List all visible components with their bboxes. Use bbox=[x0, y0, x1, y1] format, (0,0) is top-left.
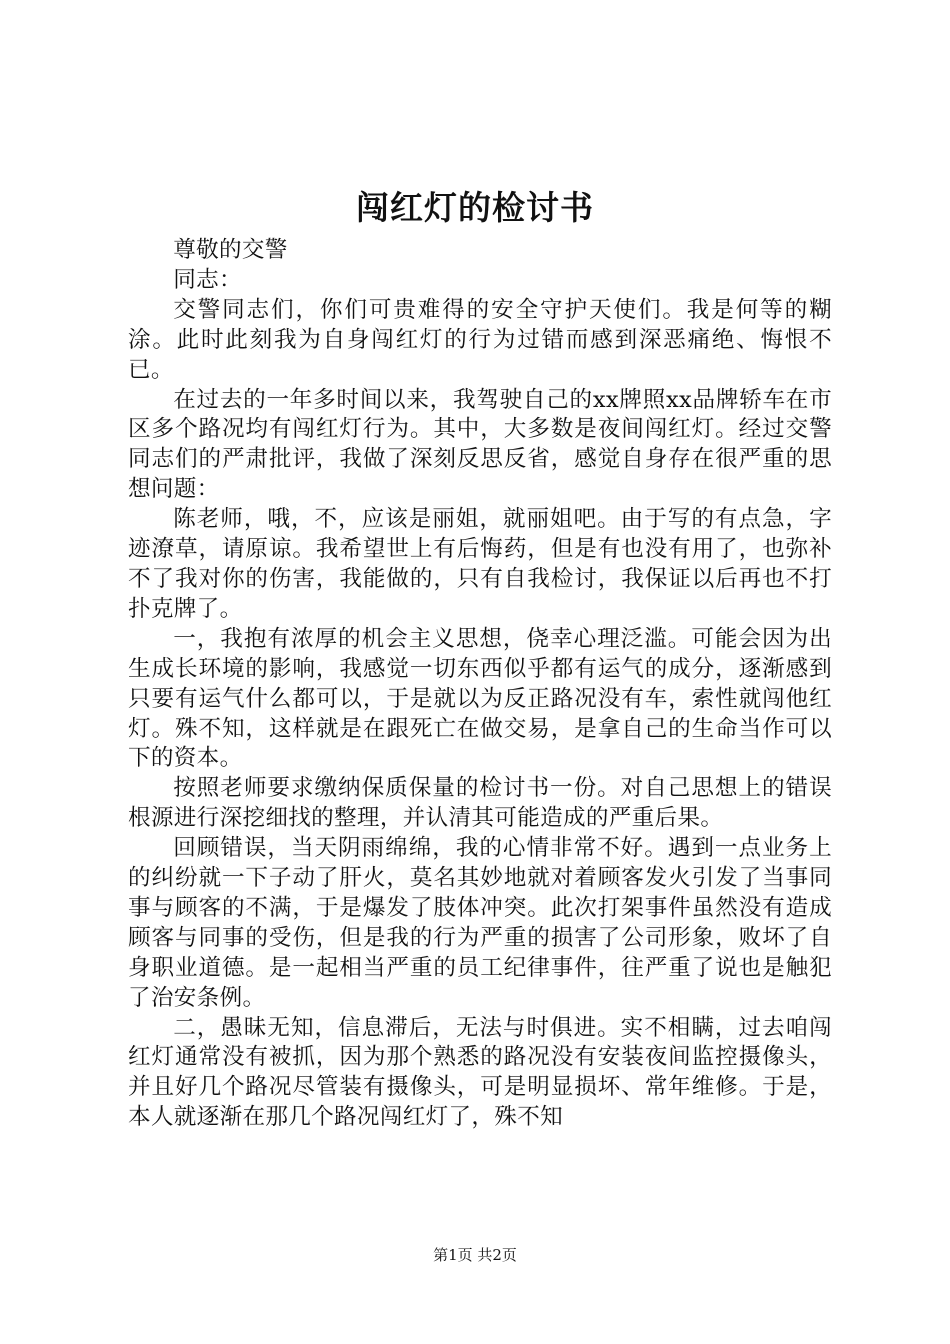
salutation-line-2: 同志： bbox=[173, 266, 242, 293]
paragraph: 回顾错误，当天阴雨绵绵，我的心情非常不好。遇到一点业务上的纠纷就一下子动了肝火，莫名其妙地就对着顾客发火引发了当事同事与顾客的不满，于是爆发了肢体冲突。此次打架事件虽然没有造成顾客与同事的受伤，但是我的行为严重的损害了公司形象，败坏了自身职业道德。是一起相当严重的员工纪律事件，往严重了说也是触犯了治安条例。 bbox=[128, 835, 832, 1011]
document-title: 闯红灯的检讨书 bbox=[356, 188, 594, 227]
document-body bbox=[128, 236, 832, 1133]
paragraph: 陈老师，哦，不，应该是丽姐，就丽姐吧。由于写的有点急，字迹潦草，请原谅。我希望世上有后悔药，但是有也没有用了，也弥补不了我对你的伤害，我能做的，只有自我检讨，我保证以后再也不打扑克牌了。 bbox=[128, 506, 832, 622]
page-number-footer: 第1页 共2页 bbox=[433, 1246, 517, 1264]
paragraph: 一，我抱有浓厚的机会主义思想，侥幸心理泛滥。可能会因为出生成长环境的影响，我感觉一切东西似乎都有运气的成分，逐渐感到只要有运气什么都可以，于是就以为反正路况没有车，索性就闯他红灯。殊不知，这样就是在跟死亡在做交易，是拿自己的生命当作可以下的资本。 bbox=[128, 625, 832, 772]
salutation-line-1: 尊敬的交警 bbox=[173, 237, 288, 263]
paragraph: 按照老师要求缴纳保质保量的检讨书一份。对自己思想上的错误根源进行深挖细找的整理，并认清其可能造成的严重后果。 bbox=[128, 775, 832, 832]
paragraph: 在过去的一年多时间以来，我驾驶自己的xx牌照xx品牌轿车在市区多个路况均有闯红灯行为。其中，大多数是夜间闯红灯。经过交警同志们的严肃批评，我做了深刻反思反省，感觉自身存在很严重的思想问题： bbox=[128, 386, 832, 503]
paragraph: 二，愚昧无知，信息滞后，无法与时俱进。实不相瞒，过去咱闯红灯通常没有被抓，因为那个熟悉的路况没有安装夜间监控摄像头，并且好几个路况尽管装有摄像头，可是明显损坏、常年维修。于是，本人就逐渐在那几个路况闯红灯了，殊不知 bbox=[128, 1014, 832, 1131]
paragraph: 交警同志们，你们可贵难得的安全守护天使们。我是何等的糊涂。此时此刻我为自身闯红灯的行为过错而感到深恶痛绝、悔恨不已。 bbox=[128, 296, 832, 383]
